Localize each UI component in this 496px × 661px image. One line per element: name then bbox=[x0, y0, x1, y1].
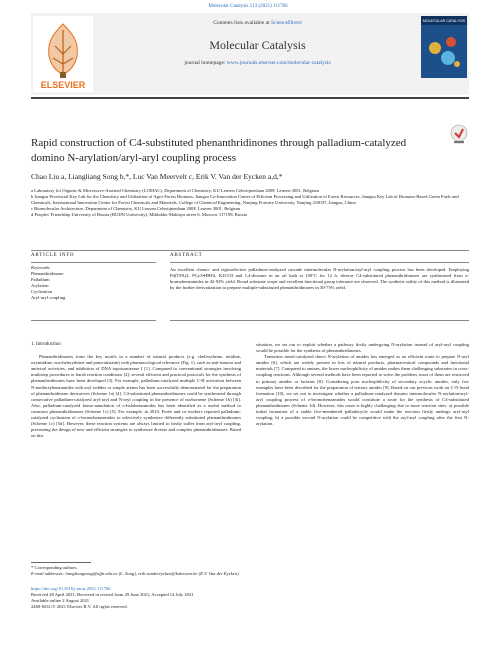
body-column-right bbox=[256, 342, 469, 427]
body-paragraph: Transition metal-catalyzed direct N-arylation of amides has emerged as an efficient route to prepare N-aryl amides [6], which are widely present in lots of natural products, pharmaceutical compounds and functional materials [7]. Compared to amines, the lower nucleophilicity of amides makes them challenging substrates in cross-coupling reactions. Although several methods have been reported to solve the problem, most of them are restricted to primary amides or lactams [8]. Considering poor nucleophilicity of secondary acyclic amides, only few examples have been described for the preparation of tertiary amides [9]. Based on our previous work on C-N bond formation [10], we set out to investigate whether a palladium-catalyzed domino intermolecular N-arylation/aryl-aryl coupling process of o-bromobenzamides would constitute a route for the synthesis of C4-substituted phenanthridinones (Scheme 1d). However, this route is highly challenging due to more reaction sites: a) possible initial formation of a stable five-membered palladacycle would make the reaction firstly undergo aryl-aryl coupling; b) a possible second N-arylation could be competitive with the aryl-aryl coupling after the first N-arylation. bbox=[256, 354, 469, 427]
publisher-wordmark: ELSEVIER bbox=[40, 80, 86, 90]
publication-info bbox=[31, 586, 469, 610]
journal-homepage bbox=[100, 60, 415, 66]
body-paragraph: situation, we set out to exploit whether a pathway firstly undergoing N-arylation instead of aryl-aryl coupling would be possible for the synthesis of phenanthridinones. bbox=[256, 342, 469, 354]
keywords-label: Keywords: bbox=[31, 265, 51, 270]
article-info-divider bbox=[31, 262, 156, 263]
abstract-bottom-divider bbox=[170, 320, 469, 321]
elsevier-logo[interactable] bbox=[33, 16, 93, 92]
keywords-block bbox=[31, 265, 156, 302]
keyword-item: Phenanthridinone bbox=[31, 271, 64, 277]
email-addresses[interactable]: E-mail addresses: liangliangsong@njfu.edu.cn (L. Song), erik.vandereycken@kuleuven.be (E.V. Van der Eycken). bbox=[31, 571, 240, 577]
sciencedirect-link[interactable]: ScienceDirect bbox=[270, 20, 302, 26]
homepage-link[interactable]: www.journals.elsevier.com/molecular-catalysis bbox=[226, 60, 331, 66]
body-paragraph: Phenanthridinones form the key motifs in a number of natural products (e.g. chelerythrine, nitidine, oxynitidine, norchelerythrine and pancratistatin) with pharmacological relevance (Fig. 1), such as anti-tumour and antiviral activities, and inhibition of DNA topoisomerase I [1]. Compared to conventional strategies involving multistep procedures or harsh reaction conditions [2], several efficient and practical protocols for the synthesis of phenanthridinones have been developed [3]. For example, palladium-catalyzed multiple C-H activation between N-methoxybenzamides with aryl iodides or simple arenes has been successfully demonstrated for the preparation of phenanthridinone derivatives (Scheme 1a) [4]. C4-substituted phenanthridinones could be synthesized through consecutive palladium-catalyzed aryl-aryl and N-aryl coupling in the presence of norbornene (Scheme 1b) [3i]. Also, palladium-catalyzed homo-annulation of o-halobenzamides has been identified as a useful method to construct phenanthridinones (Scheme 1c) [5]. For example, in 2010, Porée and co-workers reported palladium-catalyzed cyclization of o-bromobenzamides to selectively synthesize differently substituted phenanthridinones (Scheme 1c) [5d]. However, these reaction systems are always limited to firstly suffer from aryl-aryl coupling, preventing the design of new and efficient strategies to synthesize diverse and complex phenanthridinones. Based on this bbox=[31, 354, 241, 439]
check-for-updates-icon[interactable] bbox=[450, 124, 468, 144]
affiliation-b: b Jiangsu Provincial Key Lab for the Chemistry and Utilization of Agro-Forest Biomass, Jiangsu Co-Innovation Center of Efficient Processing and Utilization of Forest Resources, Jiangsu Key Lab of Biomass-Based Green Fuels and Chemicals, International Innovation Center for Forest Chemicals and Materials, College of Chemical Engineering, Nanjing Forestry University, Nanjing 210037, Jiangsu, China bbox=[31, 194, 459, 206]
abstract-text: An excellent chemo- and regioselective palladium-catalyzed cascade intermolecular N-arylation/aryl-aryl coupling process has been developed. Employing Pd(TFA)2, PCy3•HBF4, K2CO3 and 1,4-dioxane in an oil bath at 100°C for 12 h, diverse C4-substituted phenanthridinones are synthesized from o-bromobenzamides in 42-92% yield. Broad substrate scope and excellent functional group tolerance are observed. The synthetic utility of this method is illustrated by the further derivatization to prepare multiple-substituted phenanthridinones in 30-75% yield. bbox=[170, 267, 469, 291]
article-info-heading: ARTICLE INFO bbox=[31, 253, 75, 258]
contents-availability bbox=[100, 20, 415, 26]
author-list[interactable]: Chao Liu a, Liangliang Song b,*, Luc Van Meervelt c, Erik V. Van der Eycken a,d,* bbox=[31, 172, 283, 181]
affiliations bbox=[31, 188, 466, 218]
contents-prefix: Contents lists available at bbox=[213, 20, 271, 26]
introduction-heading: 1. Introduction bbox=[31, 342, 61, 347]
journal-cover-thumbnail[interactable] bbox=[421, 16, 467, 78]
article-title: Rapid construction of C4-substituted phenanthridinones through palladium-catalyzed domino N-arylation/aryl-aryl coupling process bbox=[31, 137, 407, 164]
copyright-notice: 2468-8231/© 2021 Elsevier B.V. All rights reserved. bbox=[31, 604, 128, 610]
journal-reference[interactable]: Molecular Catalysis 513 (2021) 111766 bbox=[208, 4, 288, 9]
keyword-item: Aryl-aryl coupling bbox=[31, 295, 66, 301]
abstract-divider bbox=[170, 262, 469, 263]
section-divider bbox=[31, 250, 469, 251]
keyword-item: Cyclization bbox=[31, 289, 53, 295]
affiliation-d: d Peoples' Friendship University of Russia (RUDN University), Miklukho-Maklaya street 6, Moscow 117198, Russia bbox=[31, 212, 248, 218]
footnotes bbox=[31, 565, 469, 577]
keyword-item: Palladium bbox=[31, 277, 50, 283]
homepage-prefix: journal homepage: bbox=[184, 60, 227, 66]
received-dates: Received 28 April 2021; Received in revised form 29 June 2021; Accepted 14 July 2021 bbox=[31, 592, 194, 598]
header-divider bbox=[31, 97, 469, 99]
keyword-item: Arylation bbox=[31, 283, 49, 289]
doi-link[interactable]: https://doi.org/10.1016/j.mcat.2021.111766 bbox=[31, 586, 111, 591]
affiliation-c: c Biomolecular Architecture, Department of Chemistry, KU Leuven Celestijnenlaan 200F, Leuven 3001, Belgium bbox=[31, 206, 241, 212]
body-column-left bbox=[31, 342, 241, 439]
available-online-date: Available online 2 August 2021 bbox=[31, 598, 90, 604]
abstract-heading: ABSTRACT bbox=[170, 253, 203, 258]
article-info-bottom-divider bbox=[31, 320, 156, 321]
corresponding-author-note: * Corresponding authors. bbox=[31, 565, 78, 570]
footnote-divider bbox=[31, 562, 91, 563]
journal-title[interactable]: Molecular Catalysis bbox=[209, 38, 306, 52]
cover-title: MOLECULAR CATALYSIS bbox=[422, 19, 466, 23]
affiliation-a: a Laboratory for Organic & Microwave-Assisted Chemistry (LOMAC), Department of Chemistry, KU Leuven Celestijnenlaan 200F, Leuven 3001, Belgium bbox=[31, 188, 319, 193]
